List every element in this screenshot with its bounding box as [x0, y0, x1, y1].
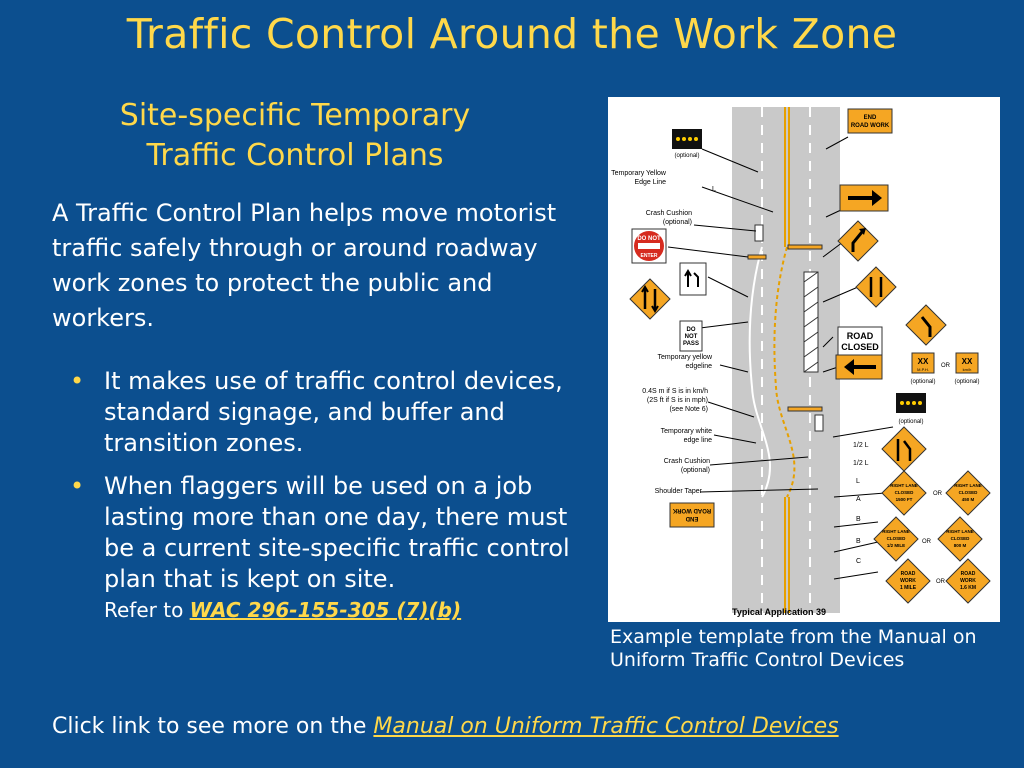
label-crash-cushion-1: Crash Cushion	[645, 210, 692, 217]
sign-text: 1 MILE	[899, 585, 917, 591]
do-not-enter-sign	[632, 229, 666, 263]
right-arrow-sign	[840, 185, 888, 211]
svg-text:800 M	[954, 543, 967, 548]
svg-text:Crash Cushion	[664, 458, 710, 465]
or-label: OR	[941, 363, 950, 369]
barricade	[788, 245, 822, 249]
or-label: OR	[936, 579, 945, 585]
svg-text:ROAD	[961, 571, 976, 577]
bullet-item	[70, 471, 590, 625]
do-not-pass-sign	[680, 321, 702, 351]
right-lane-closed-sign	[874, 517, 918, 561]
sign-text: M.P.H.	[917, 367, 929, 372]
arrow-board-sign	[672, 129, 702, 159]
svg-text:(optional)	[910, 379, 935, 385]
svg-text:ROAD	[847, 331, 874, 341]
sign-text: NOT	[684, 334, 698, 340]
subtitle-line-2: Traffic Control Plans	[146, 138, 444, 173]
sign-text: WORK	[960, 578, 976, 584]
svg-text:km/h	[963, 367, 972, 372]
svg-text:ENTER	[641, 253, 658, 259]
svg-text:RIGHT LANE	[890, 483, 918, 488]
svg-text:Edge Line	[634, 179, 666, 186]
svg-text:ROAD WORK	[851, 123, 890, 129]
svg-text:1/2 L	[853, 442, 869, 449]
reference-line	[104, 595, 590, 625]
svg-text:Temporary yellow	[658, 354, 713, 361]
svg-text:edge line	[684, 437, 713, 444]
dim-l: L	[712, 186, 716, 193]
sign-text: WORK	[900, 578, 916, 584]
curve-warning-sign	[838, 221, 878, 261]
section-subtitle	[40, 96, 550, 176]
svg-text:DO	[687, 327, 696, 333]
label-temp-yellow-edgeline-1: Temporary yellow	[657, 354, 712, 361]
sign-text: RIGHT LANE	[946, 529, 974, 534]
svg-text:A	[856, 496, 861, 503]
label-crash-cushion-2: (optional)	[662, 219, 692, 226]
svg-text:RIGHT LANE	[954, 483, 982, 488]
label-note-1: 0.4S m if S is in km/h	[642, 388, 708, 395]
sign-text: ROAD WORK	[672, 507, 712, 513]
two-way-traffic-sign	[630, 279, 670, 319]
dim-half-l: 1/2 L	[853, 460, 869, 467]
end-road-work-sign	[848, 109, 892, 133]
sign-text: 1.6 KM	[959, 585, 977, 591]
svg-text:RIGHT LANE	[946, 529, 974, 534]
svg-text:B	[856, 516, 861, 523]
svg-text:edgeline	[686, 363, 713, 370]
label-optional: (optional)	[898, 419, 924, 425]
svg-text:NOT	[685, 334, 698, 340]
or-label: OR	[933, 491, 942, 497]
or-label: OR	[922, 539, 931, 545]
figure-caption: Example template from the Manual on Uniform Traffic Control Devices	[610, 626, 977, 671]
label-crash-cushion-b-1: Crash Cushion	[663, 458, 710, 465]
right-lane-closed-sign	[938, 517, 982, 561]
sign-text: 800 M	[953, 543, 967, 548]
svg-text:(optional)	[681, 467, 710, 474]
curve-warning-sign	[906, 305, 946, 345]
sign-text: END	[685, 515, 699, 521]
sign-text: XX	[961, 357, 973, 366]
sign-text: END	[863, 115, 877, 121]
label-temp-yellow-edgeline-2: edgeline	[685, 363, 712, 370]
bullet-dot-icon: •	[70, 472, 85, 500]
svg-text:1/2 L	[853, 460, 869, 467]
svg-text:PASS	[683, 341, 699, 347]
svg-text:0.4S m if S is in km/h	[642, 388, 708, 395]
sign-text: ROAD	[960, 571, 976, 577]
sign-text: XX	[917, 357, 929, 366]
road-closed-sign	[838, 327, 882, 355]
road-work-ahead-sign	[886, 559, 930, 603]
dim-c: C	[856, 558, 862, 565]
barricade	[748, 255, 766, 259]
arrow-board-sign	[896, 393, 926, 425]
svg-text:1500 FT	[896, 497, 913, 502]
sign-text: 1/2 MILE	[886, 543, 906, 548]
right-lane-closed-sign	[882, 471, 926, 515]
svg-text:Temporary white	[661, 428, 712, 435]
sign-text: ENTER	[640, 253, 658, 259]
sign-text: CLOSED	[894, 490, 914, 495]
label-temp-white-edge-1: Temporary white	[660, 428, 712, 435]
sign-text: CLOSED	[950, 536, 970, 541]
sign-text: CLOSED	[886, 536, 906, 541]
dim-b: B	[856, 516, 861, 523]
crash-cushion	[815, 415, 823, 431]
label-optional: (optional)	[910, 379, 936, 385]
svg-text:WORK	[900, 578, 916, 584]
mutcd-link[interactable]: Manual on Uniform Traffic Control Devices	[373, 714, 839, 739]
svg-text:(optional)	[954, 379, 979, 385]
wac-reference-link[interactable]: WAC 296-155-305 (7)(b)	[189, 598, 462, 622]
svg-text:ROAD WORK	[672, 507, 711, 513]
svg-text:Temporary Yellow	[611, 170, 667, 177]
left-arrow-sign	[836, 355, 882, 379]
svg-text:END	[685, 515, 698, 521]
svg-text:END	[864, 115, 877, 121]
svg-text:Crash Cushion	[646, 210, 692, 217]
label-note-3: (see Note 6)	[669, 406, 708, 413]
sign-text: km/h	[962, 367, 972, 372]
lane-use-sign	[680, 263, 706, 295]
footer-prefix: Click link to see more on the	[52, 714, 367, 739]
two-way-traffic-sign	[856, 267, 896, 307]
svg-text:450 M	[962, 497, 975, 502]
svg-text:B	[856, 538, 861, 545]
svg-text:(see Note 6)	[669, 406, 708, 413]
sign-text: 1500 FT	[895, 497, 913, 502]
crash-cushion	[755, 225, 763, 241]
refer-prefix: Refer to	[104, 598, 184, 622]
barricade	[788, 407, 822, 411]
bullet-text: When flaggers will be used on a job lasting more than one day, there must be a current site-specific traffic control plan that is kept on site.	[104, 472, 570, 593]
label-temp-white-edge-2: edge line	[683, 437, 712, 444]
svg-text:C	[856, 558, 861, 565]
sign-text: CLOSED	[958, 490, 978, 495]
dim-half-l: 1/2 L	[853, 442, 869, 449]
bullet-dot-icon: •	[70, 367, 85, 395]
traffic-control-diagram	[608, 97, 1000, 622]
bullet-item	[70, 366, 590, 459]
dim-b: B	[856, 538, 861, 545]
dim-a: A	[856, 496, 861, 503]
sign-text: 450 M	[961, 497, 975, 502]
label-optional: (optional)	[954, 379, 980, 385]
svg-text:CLOSED	[959, 490, 979, 495]
footer-line	[52, 714, 839, 739]
right-lane-closed-sign	[946, 471, 990, 515]
svg-text:ROAD	[901, 571, 916, 577]
sign-text: RIGHT LANE	[890, 483, 918, 488]
sign-text: PASS	[683, 341, 699, 347]
svg-text:(optional)	[898, 419, 923, 425]
sign-text: RIGHT LANE	[882, 529, 910, 534]
svg-text:M.P.H.	[917, 367, 929, 372]
sign-text: ROAD WORK	[850, 123, 890, 129]
lane-ends-sign	[882, 427, 926, 471]
sign-text: ROAD	[900, 571, 916, 577]
svg-text:WORK	[960, 578, 976, 584]
label-crash-cushion-b-2: (optional)	[680, 467, 710, 474]
label-temp-yellow-edge-1: Temporary Yellow	[611, 170, 666, 177]
sign-text: CLOSED	[841, 342, 879, 352]
svg-text:CLOSED	[895, 490, 915, 495]
svg-text:XX	[918, 357, 929, 366]
svg-text:L	[712, 186, 716, 193]
end-road-work-sign	[670, 503, 714, 527]
subtitle-line-1: Site-specific Temporary	[119, 98, 471, 133]
svg-text:1.6 KM	[960, 585, 976, 591]
svg-text:DO NOT	[637, 236, 661, 242]
svg-text:L	[856, 478, 860, 485]
intro-paragraph: A Traffic Control Plan helps move motorist traffic safely through or around roadway work zones to protect the public and workers.	[52, 199, 557, 332]
svg-text:CLOSED	[887, 536, 907, 541]
speed-plate-kmh	[954, 353, 979, 385]
svg-text:(optional)	[674, 153, 699, 159]
bullet-text: It makes use of traffic control devices, standard signage, and buffer and transition zones.	[104, 367, 563, 457]
svg-text:RIGHT LANE	[882, 529, 910, 534]
svg-text:1 MILE	[900, 585, 917, 591]
svg-text:1/2 MILE	[887, 543, 905, 548]
svg-text:CLOSED	[951, 536, 971, 541]
sign-text: DO NOT	[637, 236, 661, 242]
bullet-list	[70, 366, 590, 637]
svg-text:(2S ft if S is in mph)	[647, 397, 708, 404]
label-shoulder-taper: Shoulder Taper	[654, 488, 702, 495]
label-note-2: (2S ft if S is in mph)	[646, 397, 708, 404]
dim-l: L	[856, 478, 860, 485]
label-optional: (optional)	[674, 153, 700, 159]
sign-text: RIGHT LANE	[954, 483, 982, 488]
svg-text:XX	[962, 357, 973, 366]
slide-title: Traffic Control Around the Work Zone	[126, 10, 898, 58]
sign-text: ROAD	[846, 331, 874, 341]
label-temp-yellow-edge-2: Edge Line	[634, 179, 666, 186]
svg-text:(optional)	[663, 219, 692, 226]
speed-plate-mph	[910, 353, 935, 385]
svg-text:Shoulder Taper	[655, 488, 703, 495]
sign-text: DO	[686, 327, 696, 333]
svg-text:CLOSED	[841, 342, 879, 352]
road-work-ahead-sign	[946, 559, 990, 603]
diagram-caption: Typical Application 39	[732, 607, 827, 617]
